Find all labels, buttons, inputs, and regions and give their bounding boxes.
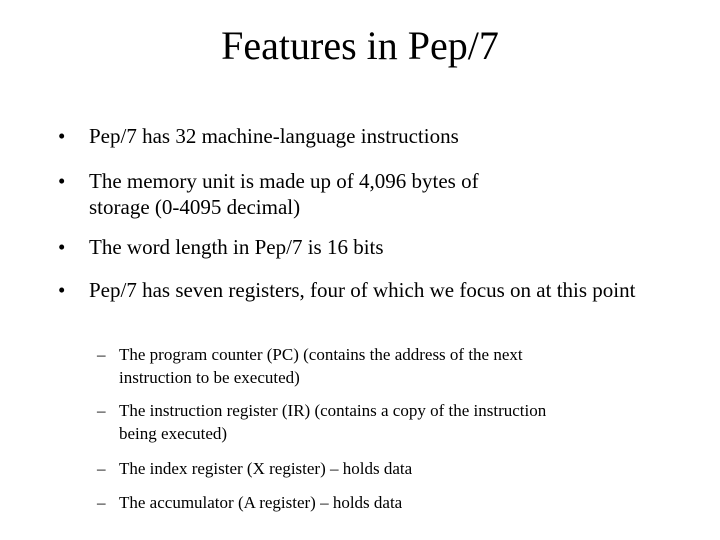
bullet-marker: • [58, 278, 66, 302]
sub-bullet-text: The accumulator (A register) – holds data [119, 493, 403, 512]
sub-bullet-instruction-register [97, 399, 547, 445]
bullet-item-instructions [58, 123, 678, 149]
bullet-text: Pep/7 has seven registers, four of which we focus on at this point [89, 278, 636, 302]
sub-bullet-text: The index register (X register) – holds data [119, 459, 413, 478]
bullet-marker: • [58, 169, 66, 193]
bullet-marker: • [58, 235, 66, 259]
sub-bullet-index-register [97, 457, 657, 480]
bullet-marker: • [58, 124, 66, 148]
slide-title: Features in Pep/7 [221, 23, 499, 68]
bullet-text: Pep/7 has 32 machine-language instructions [89, 124, 459, 148]
bullet-item-registers [58, 277, 678, 303]
bullet-text: The memory unit is made up of 4,096 bytes of storage (0-4095 decimal) [89, 169, 479, 219]
sub-bullet-accumulator [97, 491, 657, 514]
bullet-item-word-length [58, 234, 678, 260]
sub-bullet-text: The instruction register (IR) (contains a copy of the instruction being executed) [119, 401, 547, 443]
sub-bullet-program-counter [97, 343, 527, 389]
sub-bullet-marker: – [97, 401, 106, 420]
sub-bullet-marker: – [97, 459, 106, 478]
bullet-item-memory [58, 168, 538, 220]
sub-bullet-marker: – [97, 345, 106, 364]
sub-bullet-marker: – [97, 493, 106, 512]
bullet-text: The word length in Pep/7 is 16 bits [89, 235, 384, 259]
sub-bullet-text: The program counter (PC) (contains the address of the next instruction to be executed) [119, 345, 523, 387]
